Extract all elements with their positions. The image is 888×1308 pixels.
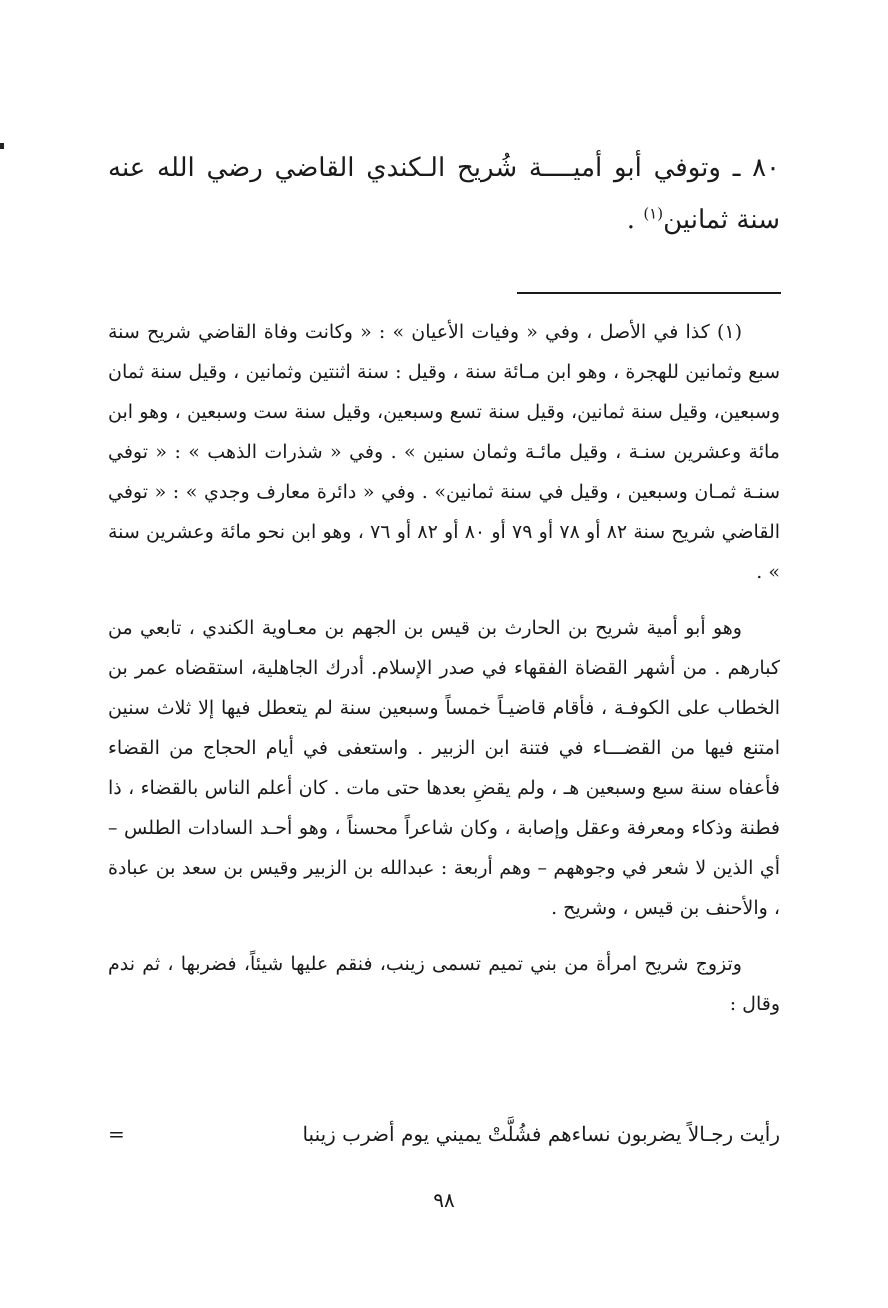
main-entry xyxy=(108,142,780,246)
verse-text: رأيت رجـالاً يضربون نساءهم فشُلَّتْ يميني يوم أضرب زينبا xyxy=(302,1122,780,1146)
page-number: ٩٨ xyxy=(433,1188,455,1212)
verse-continuation-mark: = xyxy=(108,1122,125,1146)
footnote-paragraph-1: (١) كذا في الأصل ، وفي « وفيات الأعيان » : « وكانت وفاة القاضي شريح سنة سبع وثمانين للهجرة ، وهو ابن مـائة سنة ، وقيل : سنة اثنتين وثمانين ، وقيل سنة ثمان وسبعين، وقيل سنة ثمانين، وقيل سنة تسع وسبعين، وقيل سنة ست وسبعين ، وهو ابن مائة وعشرين سنـة ، وقيل مائـة وثمان سنين » . وفي « شذرات الذهب » : « توفي سنـة ثمـان وسبعين ، وقيل في سنة ثمانين» . وفي « دائرة معارف وجدي » : « توفي القاضي شريح سنة ٨٢ أو ٧٨ أو ٧٩ أو ٨٠ أو ٨٢ أو ٧٦ ، وهو ابن نحو مائة وعشرين سنة » . xyxy=(108,321,781,583)
footnote-reference: (١) xyxy=(643,204,664,223)
footnote-paragraph-3: وتزوج شريح امرأة من بني تميم تسمى زينب، فنقم عليها شيئاً، فضربها ، ثم ندم وقال : xyxy=(108,953,780,1015)
entry-end: . xyxy=(626,205,644,235)
footnote-separator xyxy=(517,292,781,294)
verse-line xyxy=(108,1114,780,1154)
footnote-paragraph-2: وهو أبو أمية شريح بن الحارث بن قيس بن الجهم بن معـاوية الكندي ، تابعي من كبارهم . من أشهر القضاة الفقهاء في صدر الإسلام. أدرك الجاهلية، استقضاه عمر بن الخطاب على الكوفـة ، فأقام قاضيـاً خمساً وسبعين سنة لم يتعطل فيها إلا ثلاث سنين امتنع فيها من القضـــاء في فتنة ابن الزبير . واستعفى في أيام الحجاج من القضاء فأعفاه سنة سبع وسبعين هـ ، ولم يقضِ بعدها حتى مات . كان أعلم الناس بالقضاء ، ذا فطنة وذكاء ومعرفة وعقل وإصابة ، وكان شاعراً محسناً ، وهو أحـد السادات الطلس – أي الذين لا شعر في وجوههم – وهم أربعة : عبدالله بن الزبير وقيس بن سعد بن عبادة ، والأحنف بن قيس ، وشريح . xyxy=(108,617,780,919)
margin-mark xyxy=(0,143,4,149)
entry-text: ٨٠ ـ وتوفي أبو أميــــة شُريح الـكندي القاضي رضي الله عنه سنة ثمانين xyxy=(108,153,780,235)
footnote-block xyxy=(108,312,780,1024)
